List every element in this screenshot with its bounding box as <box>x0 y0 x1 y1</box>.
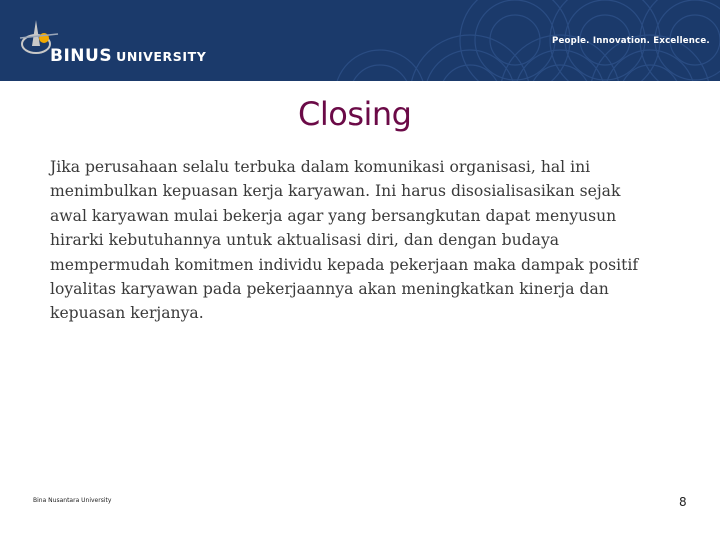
slide-title: Closing <box>298 95 412 133</box>
logo-wordmark <box>50 46 206 66</box>
slide-body-text: Jika perusahaan selalu terbuka dalam komunikasi organisasi, hal ini menimbulkan kepuasan kerja karyawan. Ini harus disosialisasikan sejak awal karyawan mulai bekerja agar yang bersangkutan dapat menyusun hirarki kebutuhannya untuk aktualisasi diri, dan dengan budaya mempermudah komitmen individu kepada pekerjaan maka dampak positif loyalitas karyawan pada pekerjaannya akan meningkatkan kinerja dan kepuasan kerjanya. <box>50 158 639 323</box>
page-number: 8 <box>679 495 687 509</box>
footer-university-name: Bina Nusantara University <box>33 497 112 504</box>
logo-brand: BINUS <box>50 46 113 66</box>
logo-sub: UNIVERSITY <box>116 49 207 64</box>
slide-header <box>0 0 720 81</box>
header-tagline: People. Innovation. Excellence. <box>552 36 710 46</box>
